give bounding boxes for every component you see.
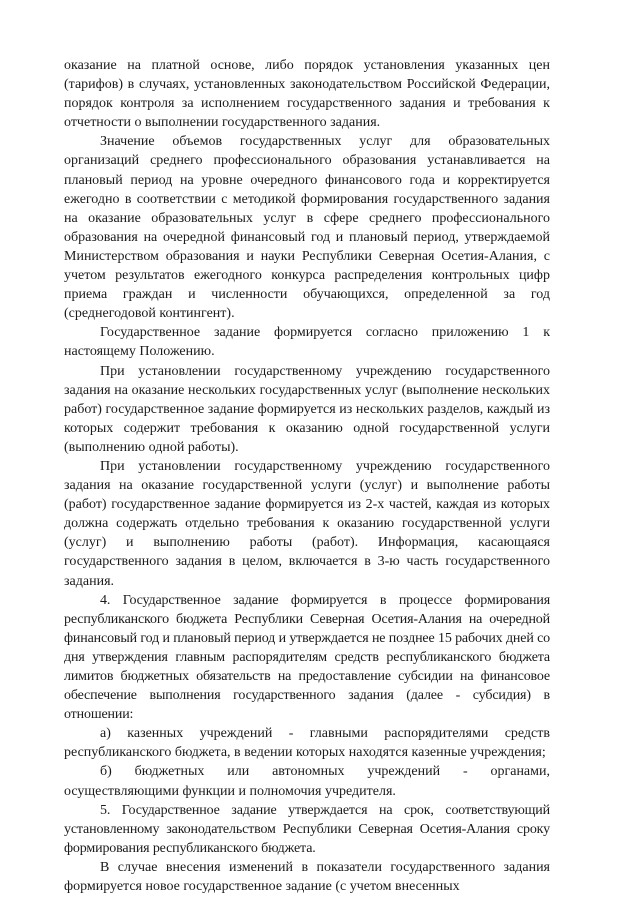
paragraph-9: 5. Государственное задание утверждается на срок, соответствующий установленному законодательством Республики Северная Осетия-Алания сроку формирования республиканского бюджета.	[64, 802, 550, 856]
paragraph-10: В случае внесения изменений в показатели государственного задания формируется новое государственное задание (с учетом внесенных	[64, 859, 550, 895]
document-page	[64, 56, 550, 896]
paragraph-7: а) казенных учреждений - главными распорядителями средств республиканского бюджета, в ведении которых находятся казенные учреждения;	[64, 726, 550, 761]
paragraph-8: б) бюджетных или автономных учреждений - органами, осуществляющими функции и полномочия учредителя.	[64, 764, 550, 799]
paragraph-2: Значение объемов государственных услуг для образовательных организаций среднего профессионального образования устанавливается на плановый период на уровне очередного финансового года и корректируется ежегодно в соответствии с методикой формирования государственного задания на оказание образовательных услуг в сфере среднего профессионального образования на очередной финансовый год и плановый период, утверждаемой Министерством образования и науки Республики Северная Осетия-Алания, с учетом результатов ежегодного конкурса распределения контрольных цифр приема граждан и численности обучающихся, определенной за год (среднегодовой контингент).	[64, 134, 550, 322]
paragraph-3: Государственное задание формируется согласно приложению 1 к настоящему Положению.	[64, 325, 550, 360]
paragraph-6: 4. Государственное задание формируется в процессе формирования республиканского бюджета Республики Северная Осетия-Алания на очередной финансовый год и плановый период и утверждается не позднее 15 рабочих дней со дня утверждения главным распорядителям средств республиканского бюджета лимитов бюджетных обязательств на предоставление субсидии на финансовое обеспечение выполнения государственного задания (далее - субсидия) в отношении:	[64, 592, 550, 723]
paragraph-5: При установлении государственному учреждению государственного задания на оказание государственной услуги (услуг) и выполнение работы (работ) государственное задание формируется из 2-х частей, каждая из которых должна содержать отдельно требования к оказанию государственной услуги (услуг) и выполнению работы (работ). Информация, касающаяся государственного задания в целом, включается в 3-ю часть государственного задания.	[64, 458, 550, 589]
paragraph-4: При установлении государственному учреждению государственного задания на оказание нескольких государственных услуг (выполнение нескольких работ) государственное задание формируется из нескольких разделов, каждый из которых содержит требования к оказанию одной государственной услуги (выполнению одной работы).	[64, 363, 550, 455]
paragraph-1: оказание на платной основе, либо порядок установления указанных цен (тарифов) в случаях, установленных законодательством Российской Федерации, порядок контроля за исполнением государственного задания и требования к отчетности о выполнении государственного задания.	[64, 58, 550, 131]
